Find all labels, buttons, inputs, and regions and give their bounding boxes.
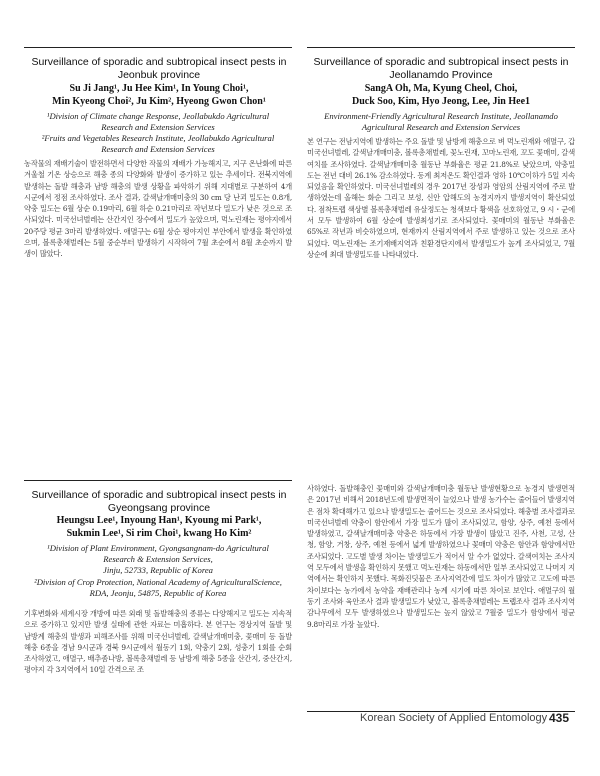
article3-affiliation-2: ²Division of Crop Protection, National Academy of AgriculturalScience, RDA, Jeonju, 54875, Republic of Korea <box>34 577 282 598</box>
article3-affiliation-1a: ¹Division of Plant Environment, Gyongsangnam-do Agricultural Research & Extension Services, <box>47 543 269 564</box>
page-number: 435 <box>549 711 570 725</box>
article1-affiliation-1: ¹Division of Climate change Response, Jeollabukdo Agricultural Research and Extension Services <box>46 111 270 132</box>
article3-authors-line1: Heungsu Lee¹, Inyoung Han¹, Kyoung mi Park¹, <box>56 515 262 526</box>
article2-body: 본 연구는 전남지역에 발생하는 주요 돌발 및 남방계 해충으로 벼 먹노린재와 애멸구, 갑 미국선녀벌레, 갈색날개매미충, 볼록총채벌레, 꽃노린재, 꼬마노린재, 꼬도 꽃매미, 갈색여치를 조사하였다. 갈색날개매미충 월동난 부화율은 평균 21.8%로 낮았으며, 약충밀도는 전년 대비 26.1% 감소하였다. 동계 최저온도 확인결과 영하 10℃이하가 5일 지속되었음을 확인하였다. 미국선녀벌레의 경우 2017년 장성과 영암의 산림지역에 주로 발생하였는데 올해는 화순 그리고 보성, 신안 압해도의 농경지까지 발생지역이 확산되었다. 점착트랩 색상별 볼록총채벌레 유살정도는 청색보다 황색을 선호하였고, 9 시・군에서 모두 발생하여 6월 상순에 발생최성기로 조사되었다. 꽃매미의 월동난 부화율은 65%로 작년과 비슷하였으며, 현재까지 산림지역에서 주로 발생하고 있는 것으로 조사되었다. 먹노린재는 조기재배지역과 친환경단지에서 발생밀도가 높게 조사되었고, 7월 상순에 최대 발생밀도를 나타내었다. <box>307 137 575 259</box>
article3-affiliation-1b: Jinju, 52733, Republic of Korea <box>103 565 213 575</box>
article3-top-rule <box>24 480 292 481</box>
article3-authors-line2: Sukmin Lee¹, Si rim Choi¹, kwang Ho Kim² <box>66 528 252 539</box>
article1-body: 농작물의 재배기술이 발전하면서 다양한 작물의 재배가 가능해지고, 지구 온난화에 따른 겨울철 기온 상승으로 해충 종의 다양화와 발생이 증가하고 있는 추세이다. 전북지역에 발생하는 돌발 해충과 남방 해충의 발생 상황을 파악하기 위해 지대별로 구분하여 4개 시군에서 정점 조사하였다. 조사 결과, 갈색날개매미충의 30 cm 당 난괴 밀도는 0.8개, 약충 밀도는 6월 상순 0.19마리, 6월 하순 0.21마리로 작년보다 밀도가 낮은 것으로 조사되었다. 미국선녀벌레는 산간지인 장수에서 밀도가 높았으며, 먹노린재는 평야지에서 20주당 평균 3마리 발생하였다. 애멸구는 6월 상순 평야지인 부안에서 발생을 확인하였으며, 볼록총채벌레는 5월 중순부터 발생하기 시작하여 7월 초순에서 8월 초순까지 발생이 많았다. <box>24 159 292 259</box>
article1-top-rule <box>24 47 292 48</box>
article2-affiliation: Environment-Friendly Agricultural Research Institute, Jeollanamdo Agricultural Research and Extension Services <box>324 111 558 132</box>
article3-body-right: 사하였다. 돌발해충인 꽃매미와 갈색날개매미충 월동난 발생현황으로 농경지 발생면적은 2017년 비해서 2018년도에 발생면적이 늘었으나 발생 농가수는 줄어들어 발생지역은 점차 확대해가고 있으나 발생밀도는 줄어드는 것으로 조사되었다. 해충별 조사결과로 미국선녀벌레 약충이 함안에서 가장 밀도가 많이 조사되었고, 함양, 상주, 예천 등에서 발생하였고, 갈색날개매미충 약충은 하동에서 가장 발생이 많았고 진주, 사천, 고성, 산청, 함양, 거창, 상주, 예천 등에서 넓게 발생하였으나 꽃매미 약충은 함안과 함양에서만 조사되었다. 고도별 발생 차이는 발생밀도가 적어서 알 수가 없었다. 갈색여치는 조사지역 모두에서 발생을 확인하지 못했고 먹노린재는 하동에서만 일부 조사되었고 나머지 지역에서는 확인하지 못했다. 목화진딧물은 조사지역간에 밀도 차이가 많았고 고도에 따른 차이보다는 농가에서 농약을 재배관리나 농계 시기에 따른 차이로 보인다. 애멸구의 월동기 조사와 육안조사 결과 발생밀도가 낮았고, 볼록총채벌레는 트랩조사 결과 조사지역 감나무에서 모두 발생하였으나 발생밀도는 높지 않았고 7월중 밀도가 함양에서 평균 9.8마리로 가장 높았다. <box>307 484 575 629</box>
article2-top-rule <box>307 47 575 48</box>
article1-authors-line2: Min Kyeong Choi², Ju Kim², Hyeong Gwon Chon¹ <box>52 96 266 107</box>
article3-title: Surveillance of sporadic and subtropical insect pests in Gyeongsang province <box>31 489 287 514</box>
article1-affiliation-2: ²Fruits and Vegetables Research Institute, Jeollabukdo Agricultural Research and Extension Services <box>41 133 275 154</box>
footer-society-name: Korean Society of Applied Entomology <box>360 712 548 724</box>
article2-title: Surveillance of sporadic and subtropical insect pests in Jeollanamdo Province <box>313 56 569 81</box>
article2-authors-line2: Duck Soo, Kim, Hyo Jeong, Lee, Jin Hee1 <box>351 96 531 107</box>
article3-body-left: 기후변화와 세계시장 개방에 따른 외래 및 돌발해충의 종류는 다양해지고 밀도는 지속적으로 증가하고 있지만 발생 실태에 관한 자료는 미흡하다. 본 연구는 경상지역 돌발 및 남방계 해충의 발생과 피해조사를 위해 미국선녀벌레, 갈색날개매미충, 꽃매미 등 돌발해충 6종을 경남 9시군과 경북 9시군에서 월동기 1회, 약충기 2회, 성충기 1회를 순회 조사하였고, 애멸구, 배추좀나방, 볼록총채벌레 등 남방계 해충 5종을 산간지, 중산간지, 평야지 각 3지역에서 10일 간격으로 조 <box>24 609 292 675</box>
article2-authors-line1: SangA Oh, Ma, Kyung Cheol, Choi, <box>364 83 518 94</box>
article1-title: Surveillance of sporadic and subtropical insect pests in Jeonbuk province <box>31 56 287 81</box>
article1-authors-line1: Su Ji Jang¹, Ju Hee Kim¹, In Young Choi¹, <box>69 83 249 94</box>
